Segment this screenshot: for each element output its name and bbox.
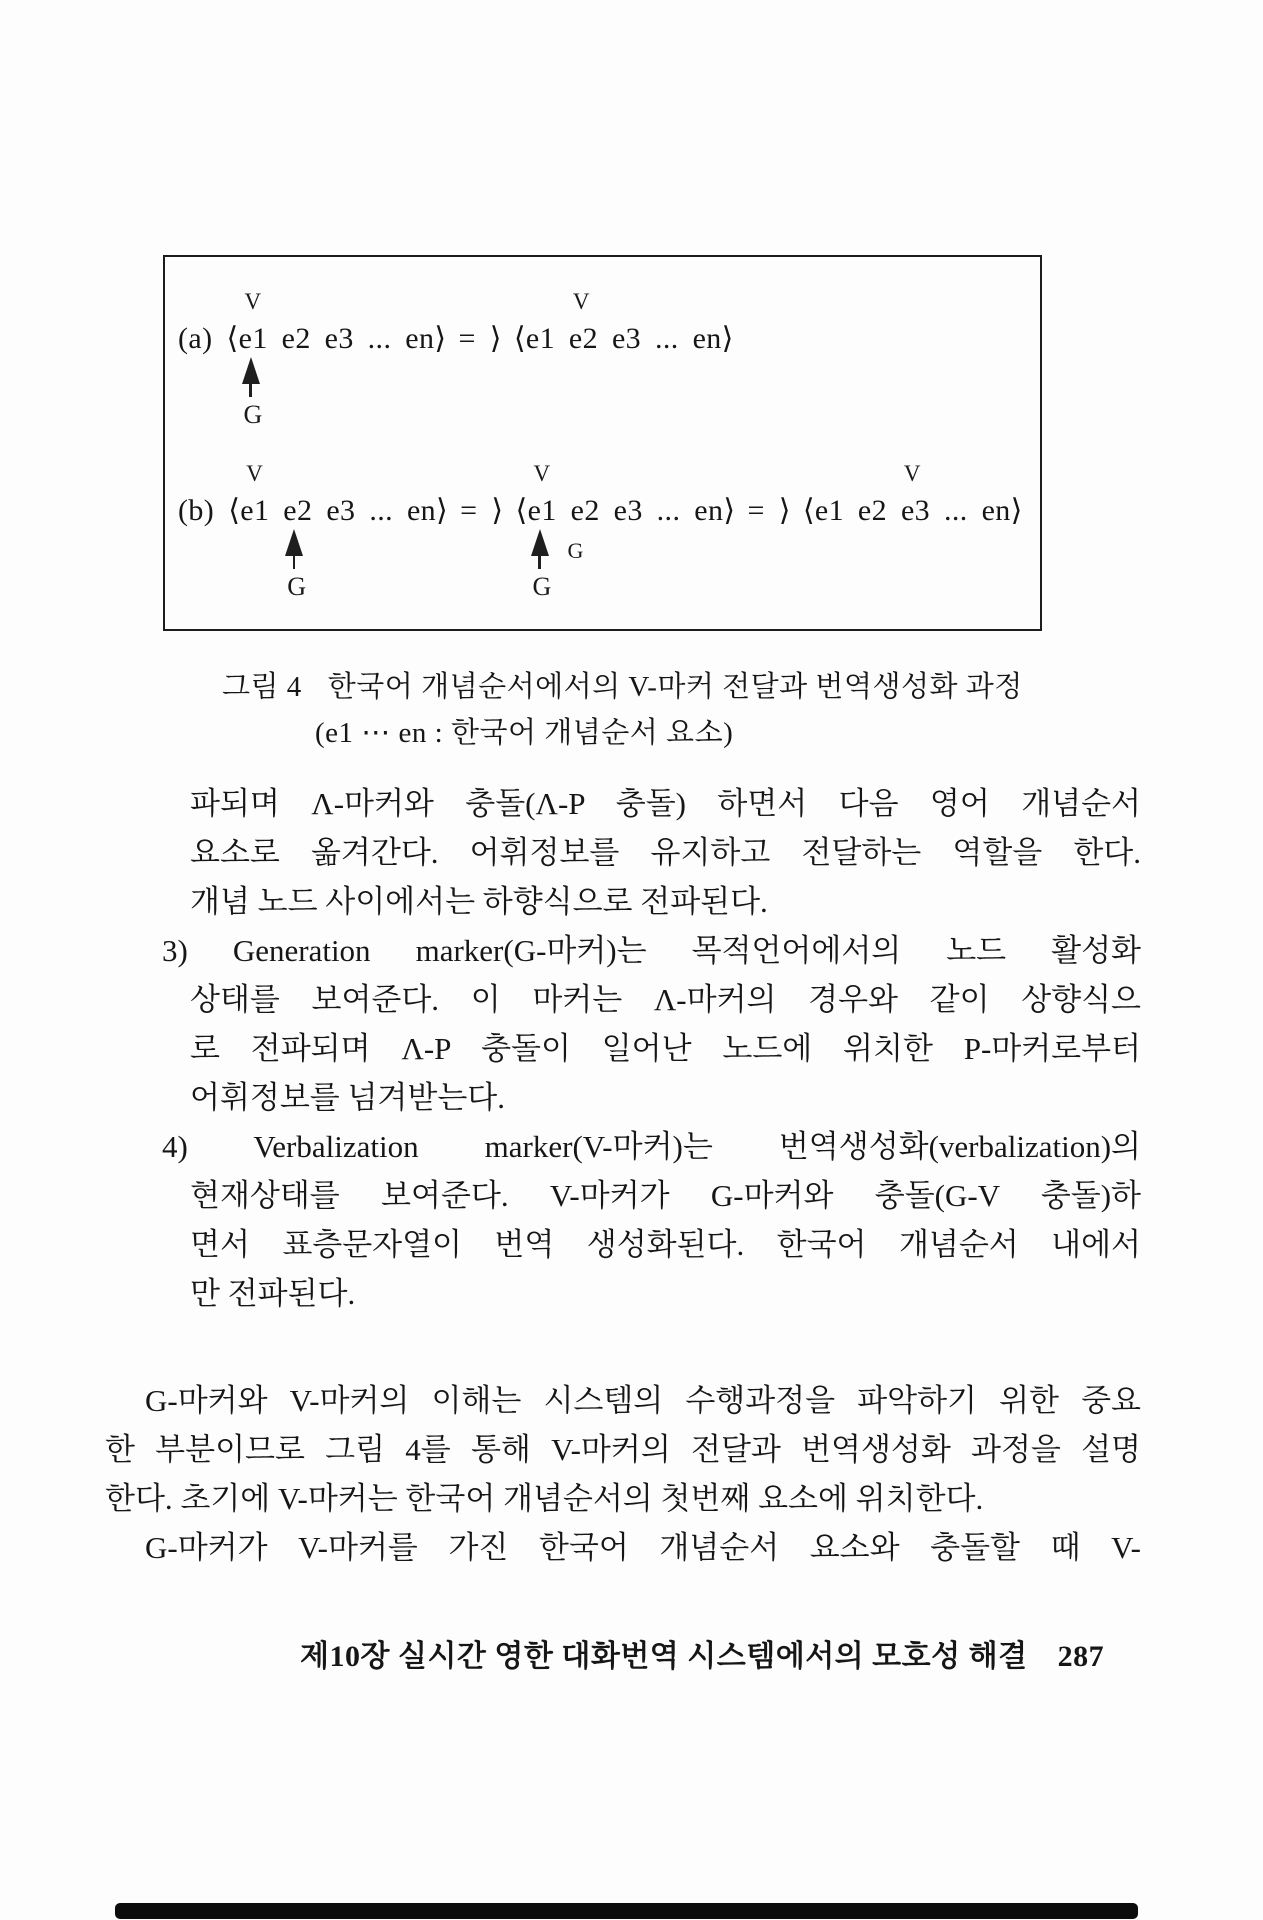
v-marker-label: V xyxy=(246,461,263,486)
concept-sequence: ⟨e1 e2 e3 ... en⟩ xyxy=(513,322,734,355)
figure-caption xyxy=(222,664,1023,705)
row-b-term-2 xyxy=(515,461,736,601)
v-marker-label: V xyxy=(244,289,262,314)
body-line: 만 전파된다. xyxy=(190,1276,356,1311)
figure-4-diagram xyxy=(163,255,1042,631)
concept-sequence: ⟨e1 e2 e3 ... en⟩ xyxy=(802,494,1023,527)
body-line: 파되며 Λ-마커와 충돌(Λ-P 충돌) 하면서 다음 영어 개념순서 xyxy=(190,786,1141,821)
concept-sequence: ⟨e1 e2 e3 ... en⟩ xyxy=(228,494,449,527)
body-line-item-4: 4) Verbalization marker(V-마커)는 번역생성화(verbalization)의 xyxy=(162,1129,1141,1164)
body-line: 한다. 초기에 V-마커는 한국어 개념순서의 첫번째 요소에 위치한다. xyxy=(105,1481,984,1516)
footer-chapter-title: 제10장 실시간 영한 대화번역 시스템에서의 모호성 해결 xyxy=(300,1640,1028,1673)
body-line: 현재상태를 보여준다. V-마커가 G-마커와 충돌(G-V 충돌)하 xyxy=(190,1178,1141,1213)
v-marker-label: V xyxy=(572,289,590,314)
figure-row-b xyxy=(178,461,1023,601)
g-marker-label: G xyxy=(287,572,306,601)
implies-symbol: = ⟩ xyxy=(460,494,504,527)
scan-artifact-bar xyxy=(115,1903,1138,1919)
up-arrow-icon xyxy=(530,529,550,569)
body-paragraph-2 xyxy=(105,1376,1141,1572)
figure-caption-title: 한국어 개념순서에서의 V-마커 전달과 번역생성화 과정 xyxy=(327,671,1023,703)
row-b-term-3 xyxy=(802,461,1023,529)
concept-sequence: ⟨e1 e2 e3 ... en⟩ xyxy=(515,494,736,527)
row-b-label: (b) xyxy=(178,494,215,527)
g-marker-label: G xyxy=(532,572,552,601)
row-a-term-1 xyxy=(226,289,447,429)
body-line: G-마커와 V-마커의 이해는 시스템의 수행과정을 파악하기 위한 중요 xyxy=(145,1383,1141,1418)
row-a-label: (a) xyxy=(178,322,213,355)
body-line: 상태를 보여준다. 이 마커는 Λ-마커의 경우와 같이 상향식으 xyxy=(190,982,1141,1017)
body-line-item-3: 3) Generation marker(G-마커)는 목적언어에서의 노드 활성화 xyxy=(162,933,1141,968)
implies-symbol: = ⟩ xyxy=(458,322,502,355)
figure-caption-label: 그림 4 xyxy=(222,671,302,703)
body-line: 요소로 옮겨간다. 어휘정보를 유지하고 전달하는 역할을 한다. xyxy=(190,835,1141,870)
body-line: 개념 노드 사이에서는 하향식으로 전파된다. xyxy=(190,884,768,919)
body-line: 로 전파되며 Λ-P 충돌이 일어난 노드에 위치한 P-마커로부터 xyxy=(190,1031,1141,1066)
page-footer xyxy=(300,1631,1104,1675)
g-marker-label: G xyxy=(243,400,263,429)
concept-sequence: ⟨e1 e2 e3 ... en⟩ xyxy=(226,322,447,355)
body-line: 어휘정보를 넘겨받는다. xyxy=(190,1080,505,1115)
body-line: 한 부분이므로 그림 4를 통해 V-마커의 전달과 번역생성화 과정을 설명 xyxy=(105,1432,1141,1467)
up-arrow-icon xyxy=(284,529,304,569)
up-arrow-icon xyxy=(241,357,261,397)
body-line: G-마커가 V-마커를 가진 한국어 개념순서 요소와 충돌할 때 V- xyxy=(145,1530,1141,1565)
g-marker-label: G xyxy=(567,538,584,563)
body-paragraph-list xyxy=(162,779,1141,1318)
row-b-term-1 xyxy=(228,461,449,601)
v-marker-label: V xyxy=(903,461,921,486)
implies-symbol: = ⟩ xyxy=(747,494,791,527)
figure-row-a xyxy=(178,289,734,429)
body-line: 면서 표층문자열이 번역 생성화된다. 한국어 개념순서 내에서 xyxy=(190,1227,1141,1262)
figure-caption-subtitle: (e1 ⋯ en : 한국어 개념순서 요소) xyxy=(315,717,734,749)
page-number: 287 xyxy=(1057,1640,1105,1673)
v-marker-label: V xyxy=(533,461,551,486)
row-a-term-2 xyxy=(513,289,734,357)
